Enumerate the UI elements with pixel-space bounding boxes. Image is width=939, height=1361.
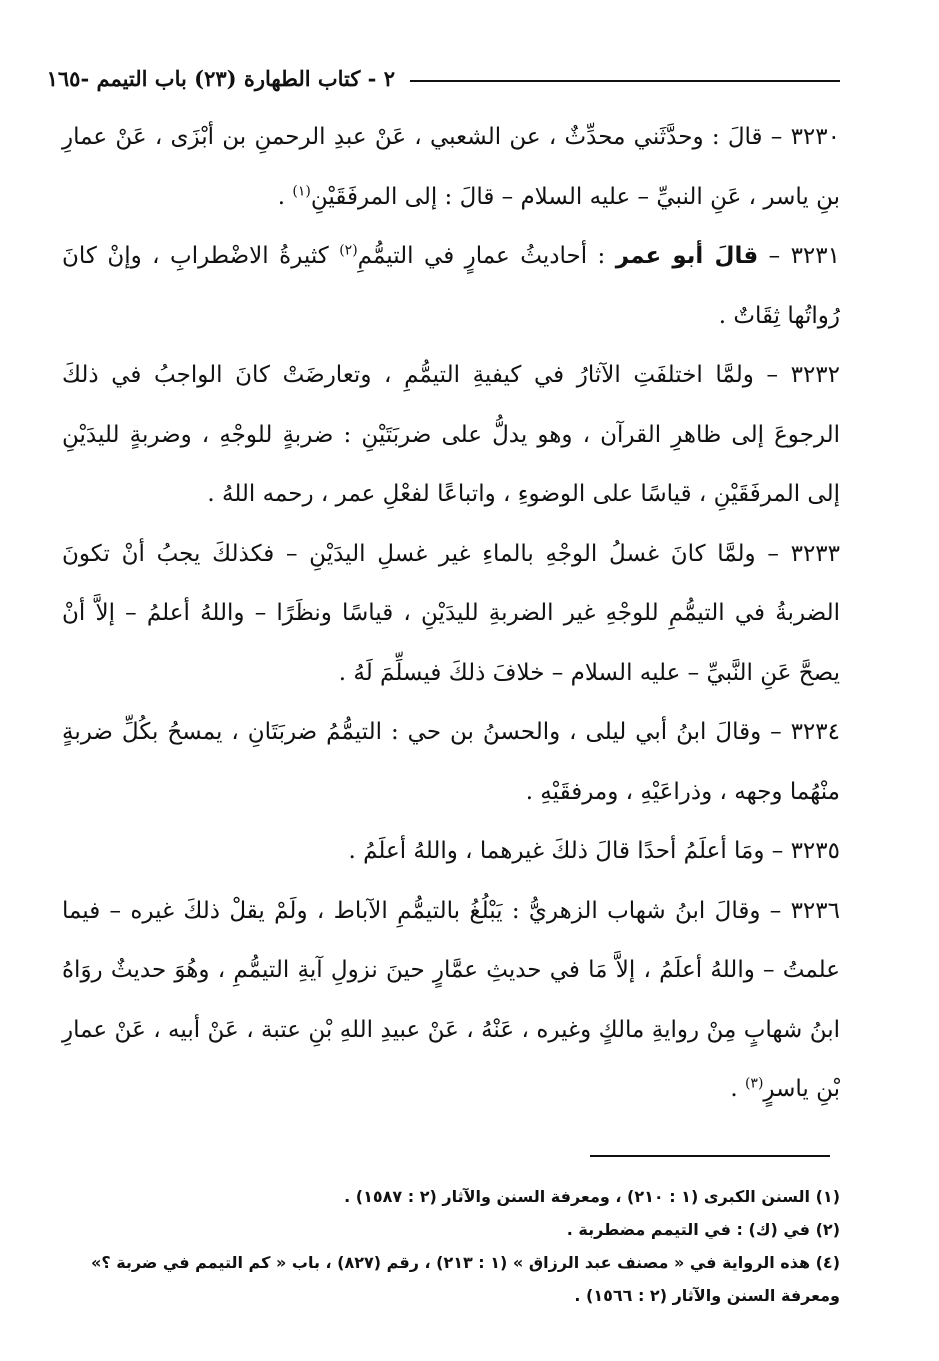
speaker-label: قالَ أبو عمر (615, 243, 759, 269)
paragraph-tail: كثيرةُ الاضْطرابِ ، وإنْ كانَ رُواتُها ثِقَاتٌ . (62, 243, 840, 329)
main-text (62, 108, 840, 1120)
running-header (46, 62, 840, 96)
footnote-2: (٢) في (ك) : في التيمم مضطربة . (566, 1220, 840, 1239)
paragraph-text: – قالَ : وحدَّثَني محدِّثٌ ، عن الشعبي ، عَنْ عبدِ الرحمنِ بن أبْزَى ، عَنْ عمارِ بنِ ياسر ، عَنِ النبيِّ – عليه السلام – قالَ : إلى المرفَقَيْنِ (62, 124, 840, 210)
paragraph-text: – وقالَ ابنُ شهاب الزهريُّ : يَبْلُغُ بالتيمُّمِ الآباط ، ولَمْ يقلْ ذلكَ غيره – فيما علمتُ – واللهُ أعلَمُ ، إلاَّ مَا في حديثِ عمَّارٍ حينَ نزولِ آيةِ التيمُّمِ ، وهُوَ حديثٌ روَاهُ ابنُ شهابٍ مِنْ روايةِ مالكٍ وغيره ، عَنْهُ ، عَنْ عبيدِ اللهِ بْنِ عتبة ، عَنْ أبيه ، عَنْ عمارِ بْنِ ياسرٍ (62, 897, 841, 1102)
paragraph-number: ٣٢٣٢ (790, 362, 841, 388)
footnote-3-continued: ومعرفة السنن والآثار (٢ : ١٥٦٦) . (574, 1286, 840, 1305)
dash: – (768, 243, 781, 269)
paragraph-text: – ولمَّا اختلفَتِ الآثارُ في كيفيةِ التيمُّمِ ، وتعارضَتْ كانَ الواجبُ في ذلكَ الرجوعَ إلى ظاهرِ القرآن ، وهو يدلُّ على ضربَتَيْنِ : ضربةٍ للوجْهِ ، وضربةٍ لليدَيْنِ إلى المرفَقَيْنِ ، قياسًا على الوضوءِ ، واتباعًا لفعْلِ عمر ، رحمه اللهُ . (62, 362, 840, 507)
paragraph-number: ٣٢٣١ (790, 243, 840, 269)
footnote-ref: (١) (292, 182, 311, 199)
paragraph-text: : أحاديثُ عمارٍ في التيمُّمِ (357, 243, 616, 269)
paragraph-3232 (62, 346, 840, 525)
footnote-ref: (٣) (744, 1075, 764, 1092)
paragraph-text: – ومَا أعلَمُ أحدًا قالَ ذلكَ غيرهما ، واللهُ أعلَمُ . (348, 838, 784, 864)
paragraph-text: – وقالَ ابنُ أبي ليلى ، والحسنُ بن حي : التيمُّمُ ضربَتَانِ ، يمسحُ بكُلِّ ضربةٍ منْهُما وجهه ، وذراعَيْهِ ، ومرفقَيْهِ . (62, 719, 840, 805)
footnote-ref: (٢) (339, 242, 358, 259)
header-title: ٢ - كتاب الطهارة (٢٣) باب التيمم -١٦٥ (46, 66, 395, 91)
footnote-1: (١) السنن الكبرى (١ : ٢١٠) ، ومعرفة السنن والآثار (٢ : ١٥٨٧) . (344, 1187, 840, 1206)
paragraph-number: ٣٢٣٤ (790, 719, 840, 745)
paragraph-3236 (62, 882, 840, 1120)
paragraph-3235 (62, 822, 840, 882)
footnotes (62, 1180, 840, 1312)
header-rule (410, 80, 840, 82)
paragraph-text: – ولمَّا كانَ غسلُ الوجْهِ بالماءِ غير غسلِ اليدَيْنِ – فكذلكَ يجبُ أنْ تكونَ الضربةُ في التيمُّمِ للوجْهِ غير الضربةِ لليدَيْنِ ، قياسًا ونظَرًا – واللهُ أعلمُ – إلاَّ أنْ يصحَّ عَنِ النَّبيِّ – عليه السلام – خلافَ ذلكَ فيسلِّمَ لَهُ . (62, 540, 840, 686)
footnote-separator (590, 1155, 830, 1157)
footnote-3: (٤) هذه الرواية في « مصنف عبد الرزاق » (١ : ٢١٣) ، رقم (٨٢٧) ، باب « كم التيمم في ضربة ؟» (91, 1253, 840, 1272)
paragraph-number: ٣٢٣٠ (790, 124, 840, 150)
paragraph-tail: . (277, 183, 293, 210)
paragraph-3231 (62, 227, 840, 346)
paragraph-3234 (62, 703, 840, 822)
paragraph-tail: . (730, 1076, 745, 1102)
paragraph-3233 (62, 525, 840, 704)
paragraph-number: ٣٢٣٥ (790, 838, 840, 864)
paragraph-number: ٣٢٣٣ (790, 540, 841, 567)
paragraph-number: ٣٢٣٦ (790, 897, 840, 924)
paragraph-3230 (62, 108, 840, 227)
